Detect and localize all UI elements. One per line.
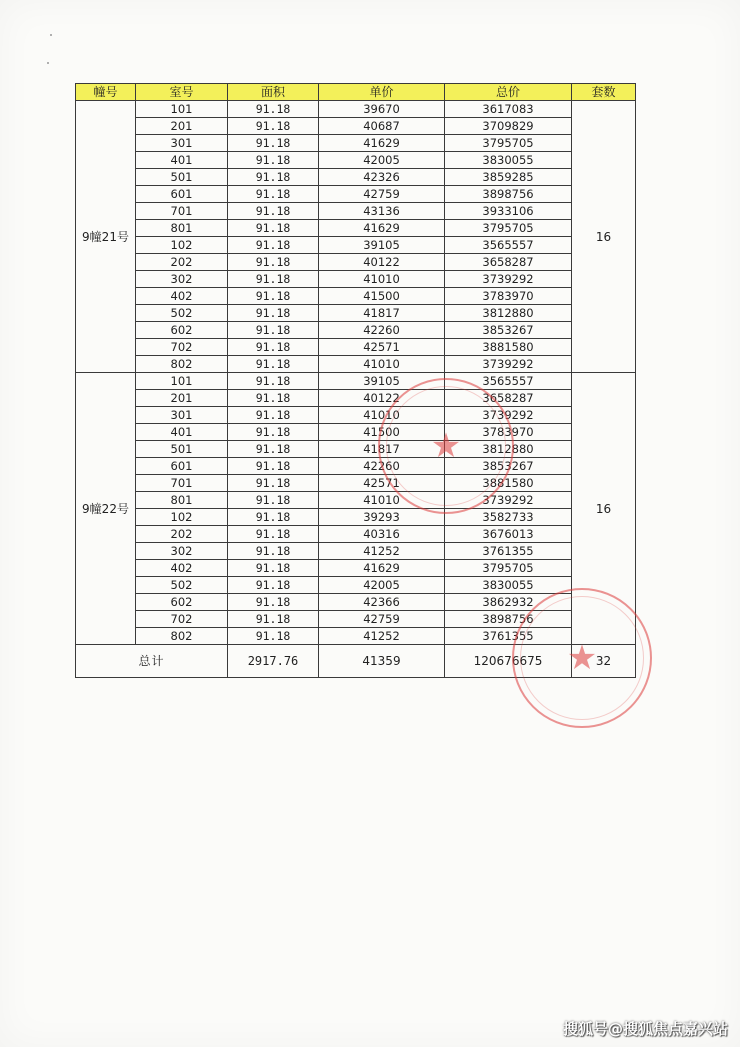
area-cell: 91.18 [228,254,319,271]
table-row [76,492,636,509]
unit-price-cell: 42326 [319,169,445,186]
unit-price-cell: 40687 [319,118,445,135]
room-cell: 202 [136,526,228,543]
area-cell: 91.18 [228,560,319,577]
unit-price-cell: 42005 [319,577,445,594]
room-cell: 202 [136,254,228,271]
total-price-cell: 3761355 [445,543,572,560]
table-row [76,339,636,356]
unit-price-cell: 42759 [319,186,445,203]
area-cell: 91.18 [228,356,319,373]
room-cell: 201 [136,118,228,135]
table-row [76,458,636,475]
seal-star-icon: ★ [566,638,598,678]
total-price-cell: 3853267 [445,458,572,475]
total-price-cell: 3783970 [445,288,572,305]
table-row [76,254,636,271]
room-cell: 802 [136,628,228,645]
total-unit-price: 41359 [319,645,445,678]
room-cell: 801 [136,220,228,237]
area-cell: 91.18 [228,373,319,390]
room-cell: 101 [136,373,228,390]
area-cell: 91.18 [228,186,319,203]
table-row [76,118,636,135]
room-cell: 301 [136,135,228,152]
table-row [76,509,636,526]
room-cell: 501 [136,441,228,458]
total-price-cell: 3761355 [445,628,572,645]
unit-price-cell: 39105 [319,373,445,390]
total-price-cell: 3859285 [445,169,572,186]
unit-price-cell: 40122 [319,390,445,407]
table-row [76,152,636,169]
table-row [76,611,636,628]
area-cell: 91.18 [228,169,319,186]
area-cell: 91.18 [228,441,319,458]
unit-price-cell: 41252 [319,543,445,560]
total-price-cell: 3812880 [445,441,572,458]
building-cell: 9幢22号 [76,373,136,645]
total-price-cell: 3898756 [445,611,572,628]
total-price-cell: 3862932 [445,594,572,611]
unit-price-cell: 41500 [319,424,445,441]
total-price-cell: 3658287 [445,254,572,271]
room-cell: 702 [136,339,228,356]
area-cell: 91.18 [228,101,319,118]
total-price-cell: 3617083 [445,101,572,118]
unit-price-cell: 41629 [319,220,445,237]
unit-count-cell: 16 [572,373,636,645]
total-price-cell: 3795705 [445,135,572,152]
unit-price-cell: 42005 [319,152,445,169]
room-cell: 602 [136,322,228,339]
total-row [76,645,636,678]
total-price-cell: 3881580 [445,339,572,356]
unit-price-cell: 41817 [319,305,445,322]
total-price-cell: 3739292 [445,356,572,373]
room-cell: 101 [136,101,228,118]
area-cell: 91.18 [228,135,319,152]
unit-price-cell: 41010 [319,492,445,509]
unit-price-cell: 41010 [319,356,445,373]
table-row [76,135,636,152]
area-cell: 91.18 [228,475,319,492]
column-header: 单价 [319,84,445,101]
table-row [76,373,636,390]
unit-price-cell: 42260 [319,458,445,475]
room-cell: 502 [136,305,228,322]
area-cell: 91.18 [228,118,319,135]
total-price-cell: 3565557 [445,237,572,254]
total-price-cell: 3898756 [445,186,572,203]
area-cell: 91.18 [228,220,319,237]
watermark: 搜狐号@搜狐焦点嘉兴站 [562,1020,728,1038]
table-row [76,186,636,203]
room-cell: 102 [136,509,228,526]
area-cell: 91.18 [228,271,319,288]
paper-speck [50,34,52,36]
table-row [76,628,636,645]
area-cell: 91.18 [228,424,319,441]
area-cell: 91.18 [228,339,319,356]
total-price-cell: 3812880 [445,305,572,322]
table-row [76,577,636,594]
room-cell: 302 [136,271,228,288]
table-row [76,322,636,339]
area-cell: 91.18 [228,305,319,322]
unit-price-cell: 42571 [319,339,445,356]
total-count: 32 [572,645,636,678]
area-cell: 91.18 [228,203,319,220]
unit-price-cell: 42260 [319,322,445,339]
room-cell: 601 [136,186,228,203]
total-price-cell: 3853267 [445,322,572,339]
total-area: 2917.76 [228,645,319,678]
area-cell: 91.18 [228,509,319,526]
unit-price-cell: 41010 [319,407,445,424]
paper-speck [47,62,49,64]
total-price-cell: 3565557 [445,373,572,390]
column-header: 室号 [136,84,228,101]
table-row [76,101,636,118]
table-row [76,407,636,424]
seal-star-icon: ★ [430,426,462,466]
total-price-cell: 3830055 [445,577,572,594]
area-cell: 91.18 [228,152,319,169]
unit-count-cell: 16 [572,101,636,373]
room-cell: 801 [136,492,228,509]
area-cell: 91.18 [228,628,319,645]
area-cell: 91.18 [228,526,319,543]
column-header: 幢号 [76,84,136,101]
total-price-cell: 3795705 [445,220,572,237]
room-cell: 601 [136,458,228,475]
area-cell: 91.18 [228,407,319,424]
unit-price-cell: 42571 [319,475,445,492]
total-price-cell: 3676013 [445,526,572,543]
total-price-cell: 3582733 [445,509,572,526]
table-row [76,390,636,407]
table-row [76,526,636,543]
total-price-cell: 3830055 [445,152,572,169]
area-cell: 91.18 [228,594,319,611]
room-cell: 402 [136,288,228,305]
total-label: 总计 [76,645,228,678]
room-cell: 401 [136,424,228,441]
column-header: 总价 [445,84,572,101]
area-cell: 91.18 [228,458,319,475]
table-row [76,475,636,492]
area-cell: 91.18 [228,577,319,594]
table-row [76,169,636,186]
table-row [76,305,636,322]
table-row [76,594,636,611]
area-cell: 91.18 [228,288,319,305]
unit-price-cell: 43136 [319,203,445,220]
unit-price-cell: 40122 [319,254,445,271]
area-cell: 91.18 [228,322,319,339]
header-row [76,84,636,101]
total-price-cell: 3783970 [445,424,572,441]
table-row [76,271,636,288]
unit-price-cell: 41629 [319,560,445,577]
unit-price-cell: 40316 [319,526,445,543]
unit-price-cell: 42759 [319,611,445,628]
column-header: 面积 [228,84,319,101]
unit-price-cell: 39293 [319,509,445,526]
room-cell: 401 [136,152,228,169]
room-cell: 602 [136,594,228,611]
total-price-cell: 3795705 [445,560,572,577]
room-cell: 802 [136,356,228,373]
total-price-cell: 3933106 [445,203,572,220]
room-cell: 302 [136,543,228,560]
unit-price-cell: 41500 [319,288,445,305]
unit-price-cell: 39670 [319,101,445,118]
table-row [76,560,636,577]
room-cell: 502 [136,577,228,594]
room-cell: 301 [136,407,228,424]
unit-price-cell: 42366 [319,594,445,611]
total-price-cell: 3739292 [445,271,572,288]
table-row [76,543,636,560]
area-cell: 91.18 [228,543,319,560]
table-row [76,203,636,220]
total-price-cell: 3709829 [445,118,572,135]
room-cell: 702 [136,611,228,628]
unit-price-cell: 41629 [319,135,445,152]
room-cell: 402 [136,560,228,577]
table-row [76,220,636,237]
area-cell: 91.18 [228,390,319,407]
table-header [76,84,636,101]
table-row [76,356,636,373]
building-cell: 9幢21号 [76,101,136,373]
total-price-cell: 3739292 [445,407,572,424]
unit-price-cell: 41252 [319,628,445,645]
table-row [76,424,636,441]
table-row [76,441,636,458]
total-price-cell: 3739292 [445,492,572,509]
room-cell: 501 [136,169,228,186]
total-price-cell: 3658287 [445,390,572,407]
unit-price-cell: 39105 [319,237,445,254]
table-body [76,101,636,678]
unit-price-cell: 41010 [319,271,445,288]
area-cell: 91.18 [228,611,319,628]
total-price: 120676675 [445,645,572,678]
table-row [76,237,636,254]
area-cell: 91.18 [228,237,319,254]
column-header: 套数 [572,84,636,101]
unit-price-cell: 41817 [319,441,445,458]
room-cell: 102 [136,237,228,254]
price-table [75,83,636,678]
room-cell: 701 [136,475,228,492]
table-row [76,288,636,305]
total-price-cell: 3881580 [445,475,572,492]
room-cell: 701 [136,203,228,220]
area-cell: 91.18 [228,492,319,509]
room-cell: 201 [136,390,228,407]
